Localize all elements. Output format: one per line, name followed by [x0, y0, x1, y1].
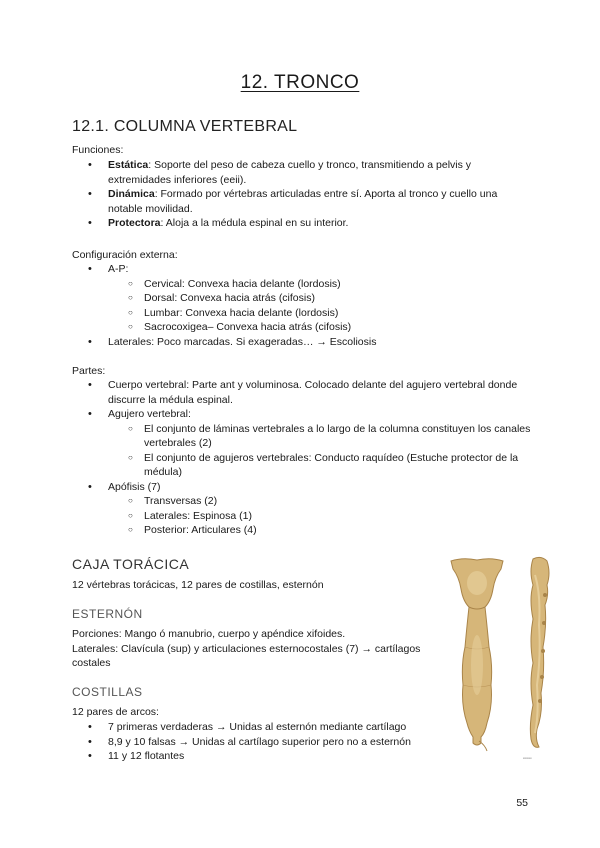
image-signature: ▪▪▪▪▪▪▪▪	[523, 756, 532, 760]
sternum-lateral-image	[519, 555, 561, 753]
list-item: ○ Transversas (2)	[72, 494, 532, 509]
sternum-anterior-image	[443, 555, 511, 753]
list-item: ○ Lumbar: Convexa hacia delante (lordosis)	[72, 306, 532, 321]
list-item: • Cuerpo vertebral: Parte ant y voluminosa. Colocado delante del agujero vertebral donde discurre la médula espinal.	[72, 378, 532, 407]
list-item: ○ El conjunto de agujeros vertebrales: Conducto raquídeo (Estuche protector de la médula)	[72, 451, 532, 480]
section-heading-caja: CAJA TORÁCICA	[72, 556, 190, 572]
list-item: ○ Sacrocoxigea– Convexa hacia atrás (cifosis)	[72, 320, 532, 335]
config-list	[72, 262, 532, 349]
list-item: • 8,9 y 10 falsas → Unidas al cartílago superior pero no a esternón	[72, 735, 437, 750]
list-item: • 7 primeras verdaderas → Unidas al esternón mediante cartílago	[72, 720, 437, 735]
list-item: • Agujero vertebral:	[72, 407, 532, 422]
esternon-text	[72, 627, 437, 671]
partes-list	[72, 378, 532, 538]
page-title: 12. TRONCO	[240, 72, 360, 93]
list-item: • Protectora: Aloja a la médula espinal en su interior.	[72, 216, 532, 231]
page-number: 55	[516, 797, 528, 809]
list-item: ○ Laterales: Espinosa (1)	[72, 509, 532, 524]
caja-text: 12 vértebras torácicas, 12 pares de costillas, esternón	[72, 579, 324, 591]
funciones-label: Funciones:	[72, 144, 124, 156]
section-heading-columna: 12.1. COLUMNA VERTEBRAL	[72, 118, 298, 135]
funciones-list	[72, 158, 532, 231]
section-heading-costillas: COSTILLAS	[72, 685, 143, 699]
esternon-line-2: Laterales: Clavícula (sup) y articulaciones esternocostales (7) → cartílagos costales	[72, 642, 421, 669]
costillas-list	[72, 720, 437, 764]
list-item: • Laterales: Poco marcadas. Si exageradas… → Escoliosis	[72, 335, 532, 350]
esternon-line-1: Porciones: Mango ó manubrio, cuerpo y apéndice xifoides.	[72, 628, 346, 640]
list-item: ○ Posterior: Articulares (4)	[72, 523, 532, 538]
list-item: ○ El conjunto de láminas vertebrales a lo largo de la columna constituyen los canales vertebrales (2)	[72, 422, 532, 451]
config-label: Configuración externa:	[72, 249, 178, 261]
list-item: • Apófisis (7)	[72, 480, 532, 495]
list-item: ○ Cervical: Convexa hacia delante (lordosis)	[72, 277, 532, 292]
costillas-label: 12 pares de arcos:	[72, 706, 159, 718]
list-item: • Estática: Soporte del peso de cabeza cuello y tronco, transmitiendo a pelvis y extremidades inferiores (eeii).	[72, 158, 532, 187]
list-item: ○ Dorsal: Convexa hacia atrás (cifosis)	[72, 291, 532, 306]
list-item: • A-P:	[72, 262, 532, 277]
section-heading-esternon: ESTERNÓN	[72, 607, 143, 621]
list-item: • Dinámica: Formado por vértebras articuladas entre sí. Aporta al tronco y cuello una notable movilidad.	[72, 187, 532, 216]
partes-label: Partes:	[72, 365, 106, 377]
list-item: • 11 y 12 flotantes	[72, 749, 437, 764]
